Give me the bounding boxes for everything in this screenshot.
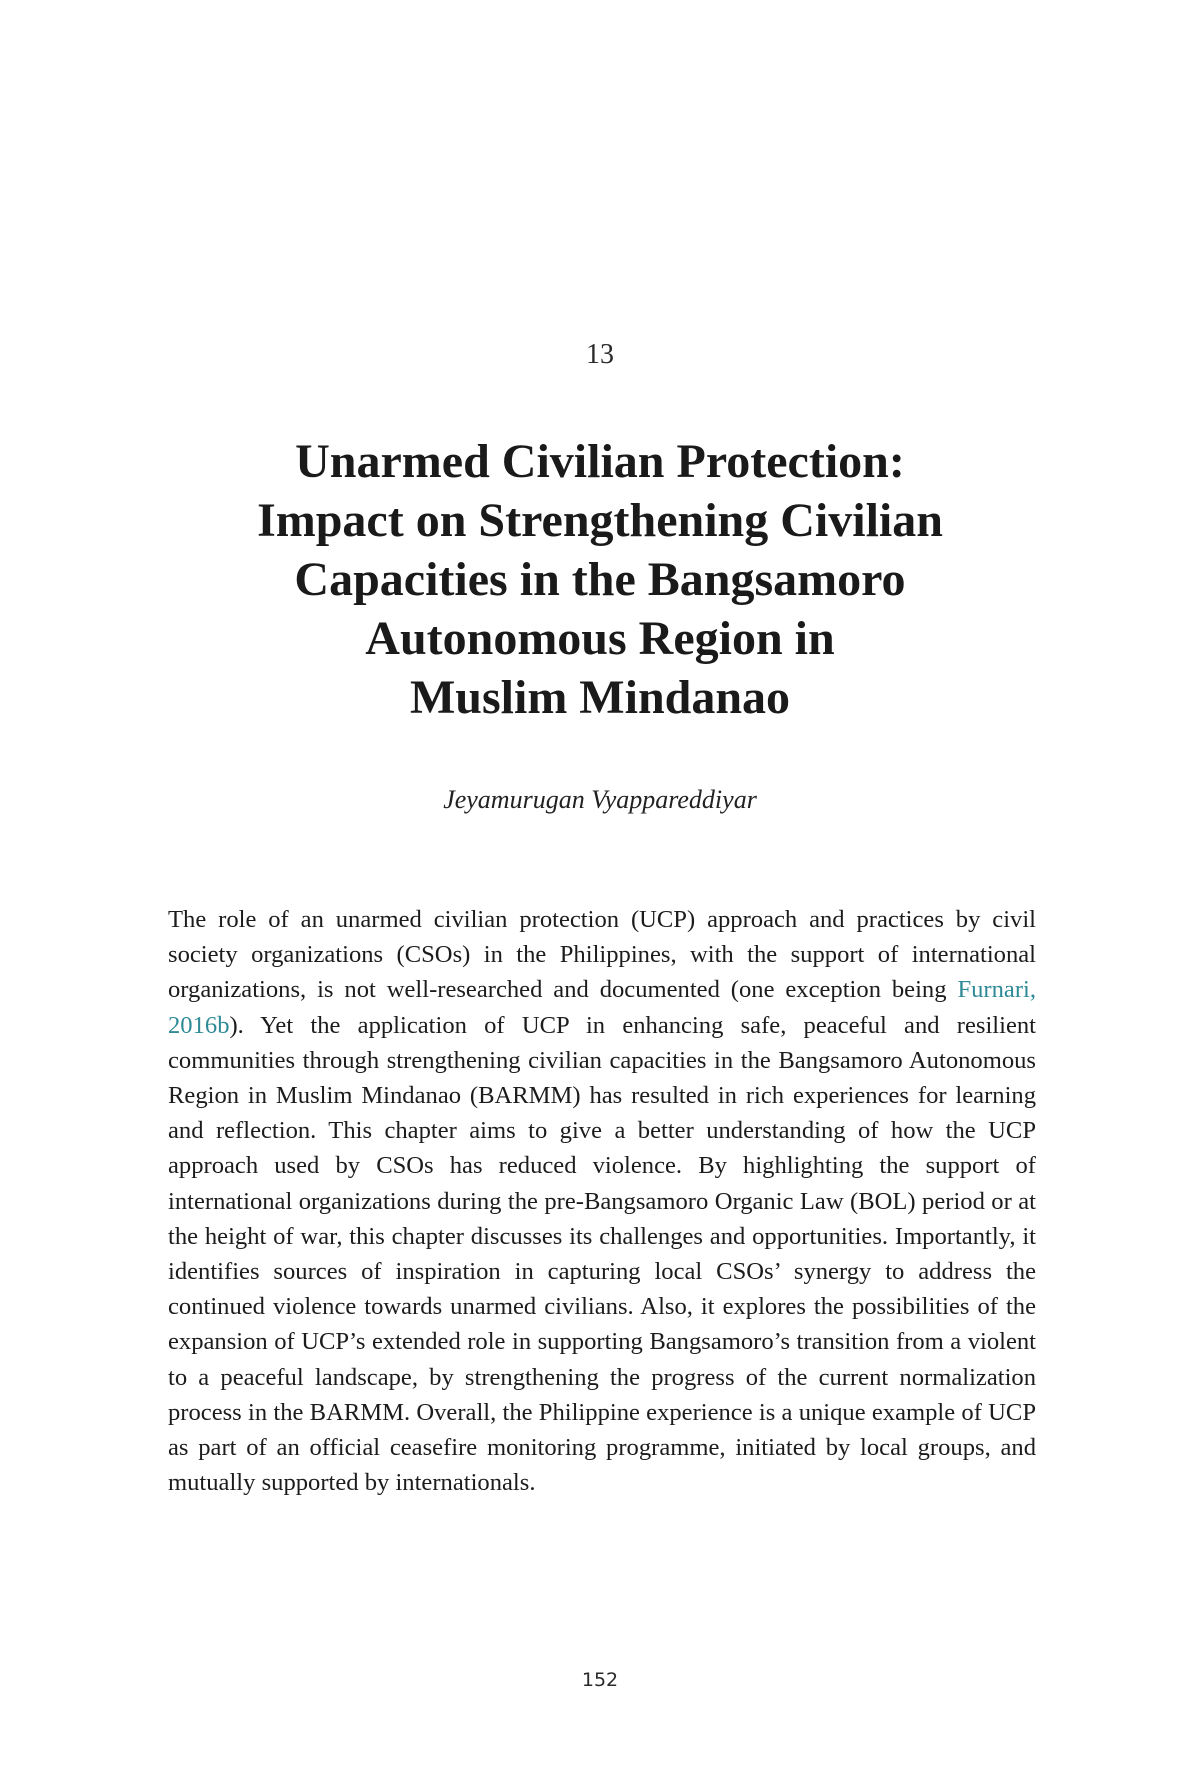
chapter-title-line: Impact on Strengthening Civilian xyxy=(257,494,943,547)
chapter-number: 13 xyxy=(586,339,614,370)
abstract-text-before-citation: The role of an unarmed civilian protection (UCP) approach and practices by civil society organizations (CSOs) in the Philippines, with the support of international organizations, is not well-researched and documented (one exception being xyxy=(168,906,1036,1004)
chapter-title-line: Capacities in the Bangsamoro xyxy=(294,553,906,606)
abstract-text-after-citation: ). Yet the application of UCP in enhancing safe, peaceful and resilient communities through strengthening civilian capacities in the Bangsamoro Autonomous Region in Muslim Mindanao (BARMM) has resulted in rich experiences for learning and reflection. This chapter aims to give a better understanding of how the UCP approach used by CSOs has reduced violence. By highlighting the support of international organizations during the pre-Bangsamoro Organic Law (BOL) period or at the height of war, this chapter discusses its challenges and opportunities. Importantly, it identifies sources of inspiration in capturing local CSOs’ synergy to address the continued violence towards unarmed civilians. Also, it explores the possibilities of the expansion of UCP’s extended role in supporting Bangsamoro’s transition from a violent to a peaceful landscape, by strengthening the progress of the current normalization process in the BARMM. Overall, the Philippine experience is a unique example of UCP as part of an official ceasefire monitoring programme, initiated by local groups, and mutually supported by internationals. xyxy=(168,1011,1036,1497)
chapter-title-line: Muslim Mindanao xyxy=(409,671,791,724)
chapter-title xyxy=(150,432,1050,727)
chapter-abstract xyxy=(168,902,1036,1500)
page-number: 152 xyxy=(581,1669,619,1691)
chapter-title-line: Unarmed Civilian Protection: xyxy=(295,435,905,488)
chapter-title-line: Autonomous Region in xyxy=(365,612,835,665)
citation-link[interactable]: Furnari, 2016b xyxy=(168,976,1036,1039)
author-name: Jeyamurugan Vyappareddiyar xyxy=(443,785,757,814)
